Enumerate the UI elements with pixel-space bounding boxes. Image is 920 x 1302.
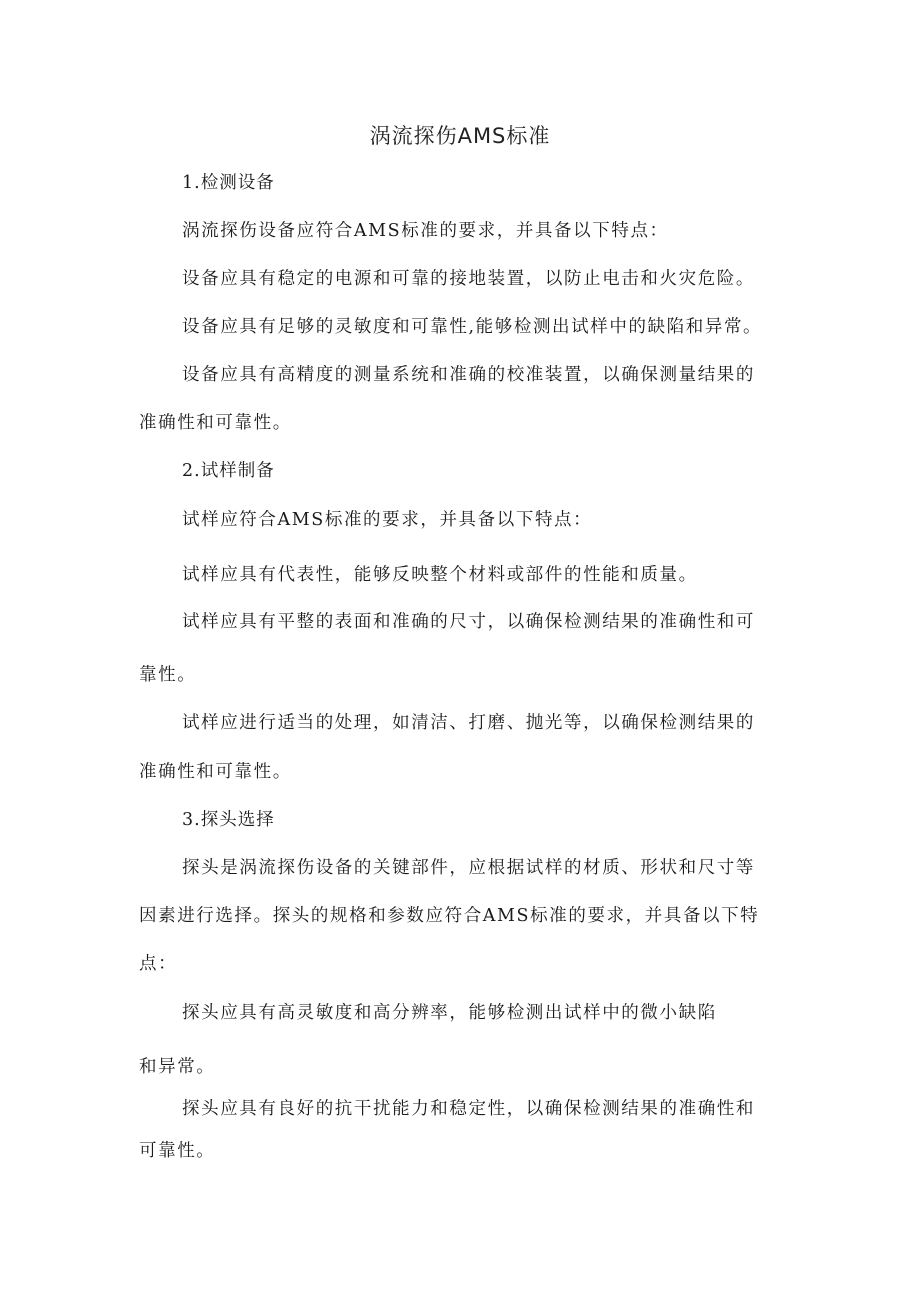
paragraph-line: 设备应具有稳定的电源和可靠的接地装置，以防止电击和火灾危险。: [182, 269, 755, 289]
paragraph-line: 设备应具有高精度的测量系统和准确的校准装置，以确保测量结果的: [182, 365, 755, 385]
document-title: 涡流探伤AMS标准: [369, 124, 551, 148]
paragraph-line: 点：: [139, 954, 178, 974]
paragraph-line: 探头是涡流探伤设备的关键部件，应根据试样的材质、形状和尺寸等: [182, 858, 755, 878]
paragraph-line: 试样应进行适当的处理，如清洁、打磨、抛光等，以确保检测结果的: [182, 713, 755, 733]
paragraph-line: 因素进行选择。探头的规格和参数应符合AMS标准的要求，并具备以下特: [139, 906, 760, 926]
paragraph-line: 探头应具有高灵敏度和高分辨率，能够检测出试样中的微小缺陷: [182, 1003, 717, 1023]
paragraph-line: 和异常。: [139, 1057, 216, 1077]
paragraph-line: 试样应符合AMS标准的要求，并具备以下特点：: [182, 510, 593, 530]
paragraph-line: 探头应具有良好的抗干扰能力和稳定性，以确保检测结果的准确性和: [182, 1099, 755, 1119]
paragraph-line: 试样应具有平整的表面和准确的尺寸，以确保检测结果的准确性和可: [182, 612, 755, 632]
section-heading-2: 2.试样制备: [182, 461, 275, 481]
paragraph-line: 准确性和可靠性。: [139, 413, 292, 433]
paragraph-line: 可靠性。: [139, 1141, 216, 1161]
paragraph-line: 涡流探伤设备应符合AMS标准的要求，并具备以下特点：: [182, 221, 669, 241]
paragraph-line: 靠性。: [139, 665, 197, 685]
paragraph-line: 准确性和可靠性。: [139, 762, 292, 782]
paragraph-line: 设备应具有足够的灵敏度和可靠性,能够检测出试样中的缺陷和异常。: [182, 317, 763, 337]
paragraph-line: 试样应具有代表性，能够反映整个材料或部件的性能和质量。: [182, 565, 698, 585]
section-heading-1: 1.检测设备: [182, 173, 275, 193]
section-heading-3: 3.探头选择: [182, 810, 275, 830]
